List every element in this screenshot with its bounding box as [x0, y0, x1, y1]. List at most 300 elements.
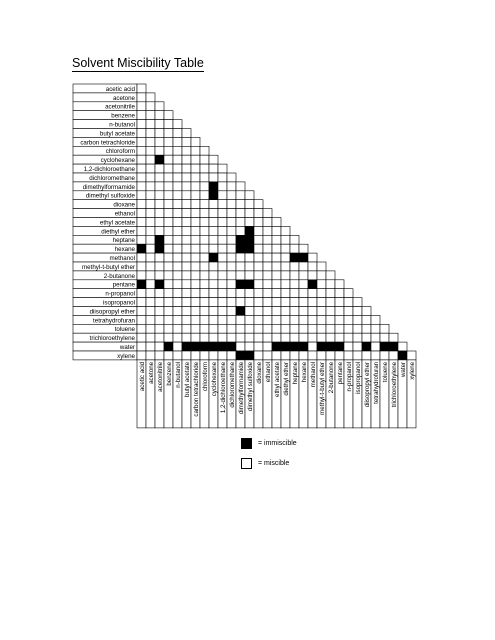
cell-miscible: [272, 218, 281, 227]
column-label: isopropanol: [354, 361, 362, 394]
row-label: chloroform: [105, 148, 135, 156]
cell-miscible: [164, 164, 173, 173]
column-label: methanol: [309, 361, 317, 388]
cell-miscible: [146, 351, 155, 360]
row-label: xylene: [117, 352, 135, 360]
cell-miscible: [191, 271, 200, 280]
cell-miscible: [317, 307, 326, 316]
cell-miscible: [263, 253, 272, 262]
cell-miscible: [155, 173, 164, 182]
cell-immiscible: [164, 342, 173, 351]
cell-miscible: [254, 262, 263, 271]
cell-miscible: [173, 289, 182, 298]
cell-miscible: [227, 253, 236, 262]
cell-miscible: [200, 307, 209, 316]
cell-miscible: [245, 209, 254, 218]
cell-miscible: [218, 226, 227, 235]
cell-miscible: [308, 342, 317, 351]
cell-miscible: [173, 137, 182, 146]
cell-miscible: [263, 324, 272, 333]
cell-miscible: [146, 120, 155, 129]
cell-miscible: [191, 164, 200, 173]
cell-miscible: [299, 280, 308, 289]
cell-miscible: [146, 289, 155, 298]
column-label: toluene: [381, 361, 389, 383]
cell-immiscible: [155, 244, 164, 253]
cell-miscible: [245, 333, 254, 342]
column-label: dimethylformamide: [237, 361, 245, 415]
cell-miscible: [263, 298, 272, 307]
cell-miscible: [308, 315, 317, 324]
cell-miscible: [191, 280, 200, 289]
cell-miscible: [137, 164, 146, 173]
cell-miscible: [164, 244, 173, 253]
cell-miscible: [182, 191, 191, 200]
cell-miscible: [137, 93, 146, 102]
cell-miscible: [200, 351, 209, 360]
cell-miscible: [335, 307, 344, 316]
cell-miscible: [137, 155, 146, 164]
cell-miscible: [173, 120, 182, 129]
cell-miscible: [155, 226, 164, 235]
cell-immiscible: [218, 342, 227, 351]
cell-miscible: [173, 164, 182, 173]
cell-miscible: [182, 351, 191, 360]
cell-miscible: [173, 315, 182, 324]
cell-miscible: [326, 298, 335, 307]
column-label: trichloroethylene: [390, 361, 398, 408]
cell-miscible: [254, 289, 263, 298]
cell-immiscible: [335, 342, 344, 351]
cell-miscible: [272, 235, 281, 244]
cell-miscible: [173, 262, 182, 271]
cell-miscible: [272, 244, 281, 253]
cell-miscible: [191, 324, 200, 333]
cell-miscible: [245, 271, 254, 280]
cell-miscible: [263, 235, 272, 244]
cell-immiscible: [200, 342, 209, 351]
cell-miscible: [182, 218, 191, 227]
cell-immiscible: [398, 351, 407, 360]
cell-miscible: [245, 315, 254, 324]
cell-miscible: [263, 307, 272, 316]
cell-miscible: [317, 280, 326, 289]
cell-miscible: [263, 262, 272, 271]
cell-miscible: [191, 182, 200, 191]
cell-miscible: [263, 271, 272, 280]
cell-immiscible: [281, 342, 290, 351]
cell-miscible: [254, 271, 263, 280]
cell-miscible: [326, 324, 335, 333]
row-label: tetrahydrofuran: [93, 317, 135, 325]
cell-miscible: [227, 307, 236, 316]
cell-miscible: [281, 271, 290, 280]
legend-immiscible-swatch: [241, 438, 252, 449]
cell-miscible: [281, 244, 290, 253]
cell-miscible: [227, 209, 236, 218]
cell-miscible: [236, 209, 245, 218]
cell-miscible: [245, 289, 254, 298]
cell-miscible: [182, 209, 191, 218]
cell-miscible: [137, 333, 146, 342]
cell-miscible: [191, 191, 200, 200]
cell-miscible: [281, 226, 290, 235]
cell-miscible: [137, 218, 146, 227]
cell-miscible: [353, 315, 362, 324]
cell-miscible: [254, 226, 263, 235]
cell-miscible: [245, 200, 254, 209]
cell-immiscible: [155, 280, 164, 289]
column-label: ethanol: [264, 361, 272, 383]
cell-miscible: [281, 289, 290, 298]
cell-miscible: [137, 129, 146, 138]
cell-miscible: [173, 244, 182, 253]
cell-miscible: [182, 307, 191, 316]
cell-miscible: [218, 298, 227, 307]
cell-miscible: [209, 307, 218, 316]
cell-miscible: [218, 235, 227, 244]
row-label: water: [119, 344, 135, 351]
cell-miscible: [164, 200, 173, 209]
cell-miscible: [173, 235, 182, 244]
cell-miscible: [137, 226, 146, 235]
cell-miscible: [173, 253, 182, 262]
cell-immiscible: [245, 235, 254, 244]
cell-immiscible: [209, 191, 218, 200]
cell-miscible: [164, 226, 173, 235]
cell-miscible: [308, 253, 317, 262]
cell-miscible: [353, 324, 362, 333]
cell-miscible: [200, 253, 209, 262]
cell-miscible: [164, 315, 173, 324]
cell-miscible: [371, 315, 380, 324]
cell-miscible: [137, 289, 146, 298]
cell-miscible: [146, 342, 155, 351]
cell-miscible: [371, 333, 380, 342]
cell-miscible: [389, 351, 398, 360]
cell-miscible: [353, 342, 362, 351]
cell-miscible: [272, 333, 281, 342]
cell-miscible: [326, 333, 335, 342]
cell-miscible: [137, 351, 146, 360]
column-label: acetone: [147, 361, 155, 384]
column-label: diisopropyl ether: [363, 361, 371, 408]
cell-miscible: [182, 146, 191, 155]
cell-miscible: [173, 218, 182, 227]
column-label: hexane: [300, 361, 308, 383]
cell-miscible: [137, 271, 146, 280]
cell-miscible: [173, 324, 182, 333]
cell-miscible: [191, 253, 200, 262]
cell-miscible: [164, 218, 173, 227]
row-label: isopropanol: [103, 299, 135, 307]
cell-immiscible: [272, 342, 281, 351]
cell-miscible: [299, 315, 308, 324]
cell-miscible: [155, 200, 164, 209]
cell-immiscible: [236, 244, 245, 253]
cell-miscible: [209, 173, 218, 182]
cell-miscible: [254, 244, 263, 253]
cell-miscible: [263, 209, 272, 218]
cell-miscible: [173, 155, 182, 164]
cell-miscible: [281, 235, 290, 244]
cell-miscible: [146, 182, 155, 191]
cell-immiscible: [236, 235, 245, 244]
row-label: trichloroethylene: [89, 335, 135, 343]
cell-miscible: [182, 155, 191, 164]
cell-miscible: [173, 298, 182, 307]
cell-miscible: [182, 164, 191, 173]
cell-miscible: [380, 324, 389, 333]
cell-miscible: [146, 218, 155, 227]
cell-miscible: [281, 253, 290, 262]
row-label: acetic acid: [105, 85, 135, 93]
cell-miscible: [200, 324, 209, 333]
row-label: dichloromethane: [89, 174, 135, 182]
cell-miscible: [137, 146, 146, 155]
cell-miscible: [146, 209, 155, 218]
cell-miscible: [146, 253, 155, 262]
row-label: acetone: [112, 94, 135, 102]
cell-miscible: [299, 324, 308, 333]
cell-miscible: [236, 253, 245, 262]
cell-miscible: [155, 342, 164, 351]
cell-miscible: [191, 244, 200, 253]
cell-miscible: [137, 253, 146, 262]
cell-miscible: [218, 262, 227, 271]
cell-miscible: [245, 298, 254, 307]
cell-miscible: [137, 200, 146, 209]
cell-miscible: [236, 333, 245, 342]
column-label: heptane: [291, 361, 299, 385]
cell-miscible: [137, 262, 146, 271]
cell-miscible: [137, 324, 146, 333]
cell-miscible: [191, 298, 200, 307]
cell-miscible: [182, 324, 191, 333]
cell-miscible: [209, 315, 218, 324]
row-label: carbon tetrachloride: [80, 139, 135, 147]
cell-miscible: [299, 333, 308, 342]
row-label: pentane: [112, 281, 135, 289]
cell-miscible: [272, 307, 281, 316]
cell-miscible: [200, 218, 209, 227]
cell-miscible: [164, 155, 173, 164]
cell-miscible: [191, 146, 200, 155]
cell-miscible: [146, 129, 155, 138]
cell-miscible: [308, 271, 317, 280]
cell-miscible: [191, 209, 200, 218]
column-labels: [137, 360, 416, 428]
cell-miscible: [200, 155, 209, 164]
cell-miscible: [137, 209, 146, 218]
cell-miscible: [272, 262, 281, 271]
cell-miscible: [299, 262, 308, 271]
cell-miscible: [209, 235, 218, 244]
cell-miscible: [200, 262, 209, 271]
matrix-grid: [137, 84, 416, 360]
cell-immiscible: [389, 342, 398, 351]
cell-miscible: [173, 200, 182, 209]
cell-miscible: [218, 333, 227, 342]
cell-miscible: [164, 253, 173, 262]
cell-miscible: [218, 307, 227, 316]
cell-miscible: [281, 298, 290, 307]
cell-miscible: [308, 351, 317, 360]
row-label: benzene: [111, 112, 135, 120]
cell-miscible: [137, 342, 146, 351]
cell-miscible: [272, 280, 281, 289]
cell-miscible: [155, 324, 164, 333]
cell-miscible: [272, 351, 281, 360]
cell-miscible: [182, 182, 191, 191]
cell-immiscible: [209, 253, 218, 262]
cell-miscible: [227, 315, 236, 324]
cell-miscible: [317, 315, 326, 324]
cell-immiscible: [245, 351, 254, 360]
cell-miscible: [245, 262, 254, 271]
cell-miscible: [200, 298, 209, 307]
cell-miscible: [218, 218, 227, 227]
cell-miscible: [146, 262, 155, 271]
cell-miscible: [209, 218, 218, 227]
cell-miscible: [164, 120, 173, 129]
cell-miscible: [344, 307, 353, 316]
cell-miscible: [146, 315, 155, 324]
cell-miscible: [218, 289, 227, 298]
cell-miscible: [227, 244, 236, 253]
column-label: benzene: [165, 361, 173, 386]
cell-miscible: [191, 315, 200, 324]
cell-miscible: [209, 271, 218, 280]
cell-miscible: [227, 280, 236, 289]
cell-miscible: [335, 315, 344, 324]
cell-miscible: [155, 253, 164, 262]
cell-miscible: [155, 137, 164, 146]
cell-miscible: [191, 351, 200, 360]
column-label: dioxane: [255, 361, 263, 384]
cell-miscible: [317, 298, 326, 307]
row-label: dioxane: [113, 201, 135, 209]
cell-miscible: [218, 200, 227, 209]
cell-miscible: [173, 271, 182, 280]
cell-miscible: [146, 155, 155, 164]
cell-miscible: [137, 298, 146, 307]
cell-miscible: [146, 146, 155, 155]
cell-miscible: [344, 298, 353, 307]
row-label: diethyl ether: [101, 228, 135, 236]
cell-miscible: [182, 226, 191, 235]
cell-miscible: [254, 218, 263, 227]
cell-miscible: [146, 191, 155, 200]
column-label: tetrahydrofuran: [372, 361, 380, 404]
cell-miscible: [254, 315, 263, 324]
cell-miscible: [164, 137, 173, 146]
cell-immiscible: [209, 342, 218, 351]
cell-miscible: [245, 253, 254, 262]
cell-miscible: [191, 218, 200, 227]
cell-immiscible: [137, 280, 146, 289]
cell-miscible: [218, 271, 227, 280]
cell-immiscible: [236, 351, 245, 360]
cell-miscible: [200, 146, 209, 155]
cell-miscible: [200, 209, 209, 218]
column-label: methyl-t-butyl ether: [318, 361, 326, 415]
cell-miscible: [173, 129, 182, 138]
cell-miscible: [290, 333, 299, 342]
cell-miscible: [263, 244, 272, 253]
cell-miscible: [254, 324, 263, 333]
cell-miscible: [299, 244, 308, 253]
cell-miscible: [191, 173, 200, 182]
cell-miscible: [236, 182, 245, 191]
column-label: dichloromethane: [228, 361, 236, 408]
cell-miscible: [182, 244, 191, 253]
cell-miscible: [137, 120, 146, 129]
cell-miscible: [209, 226, 218, 235]
cell-miscible: [236, 191, 245, 200]
cell-miscible: [209, 155, 218, 164]
cell-miscible: [281, 315, 290, 324]
cell-miscible: [155, 146, 164, 155]
cell-immiscible: [299, 253, 308, 262]
row-label: hexane: [114, 246, 135, 254]
cell-miscible: [353, 333, 362, 342]
cell-miscible: [182, 129, 191, 138]
row-label: n-butanol: [109, 121, 135, 129]
cell-miscible: [335, 280, 344, 289]
cell-miscible: [263, 342, 272, 351]
cell-miscible: [317, 262, 326, 271]
cell-miscible: [254, 200, 263, 209]
cell-miscible: [191, 137, 200, 146]
cell-miscible: [308, 298, 317, 307]
cell-miscible: [146, 307, 155, 316]
cell-immiscible: [362, 342, 371, 351]
cell-miscible: [164, 324, 173, 333]
cell-miscible: [272, 298, 281, 307]
column-label: dimethyl sulfoxide: [246, 361, 254, 412]
cell-miscible: [326, 289, 335, 298]
row-label: ethanol: [114, 210, 135, 218]
cell-miscible: [272, 315, 281, 324]
cell-miscible: [281, 307, 290, 316]
cell-miscible: [146, 280, 155, 289]
cell-miscible: [155, 191, 164, 200]
cell-miscible: [308, 307, 317, 316]
cell-miscible: [182, 200, 191, 209]
cell-miscible: [272, 289, 281, 298]
cell-miscible: [326, 271, 335, 280]
column-label: ethyl acetate: [273, 361, 281, 397]
cell-miscible: [164, 298, 173, 307]
cell-miscible: [227, 298, 236, 307]
cell-miscible: [200, 333, 209, 342]
cell-miscible: [164, 173, 173, 182]
cell-miscible: [137, 235, 146, 244]
cell-miscible: [290, 244, 299, 253]
cell-miscible: [155, 120, 164, 129]
cell-miscible: [200, 191, 209, 200]
cell-miscible: [344, 342, 353, 351]
cell-miscible: [299, 271, 308, 280]
cell-miscible: [200, 164, 209, 173]
cell-miscible: [173, 342, 182, 351]
legend-miscible: [241, 458, 289, 469]
cell-miscible: [191, 235, 200, 244]
cell-miscible: [344, 333, 353, 342]
row-label: 2-butanone: [103, 272, 135, 280]
cell-miscible: [173, 280, 182, 289]
